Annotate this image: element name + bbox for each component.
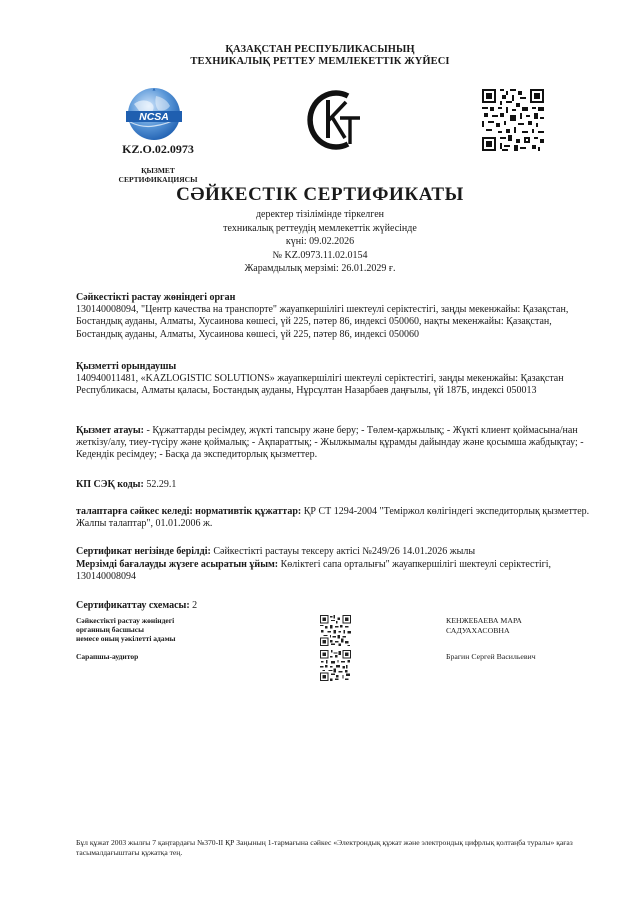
executor-section [76, 361, 592, 398]
basis-text: Сәйкестікті растауы тексеру актісі №249/26 14.01.2026 жылы [210, 546, 476, 557]
service-name-text: - Құжаттарды ресімдеу, жүкті тапсыру және беру; - Төлем-қаржылық; - Жүкті клиент қоймасына/нан жеткізу/алу, тиеу-түсіру және қоймалық; - Ақпараттық; - Жылжымалы құрамды дайындау және қосымша жабдықтау; - Кедендік ресімдеу; - Басқа да экспедиторлық қызметтер. [76, 425, 584, 461]
service-name-label: Қызмет атауы: [76, 425, 145, 436]
kp-code-label: КП СЭҚ коды: [76, 479, 144, 490]
head-name-line2: САДУАХАСОВНА [446, 626, 510, 635]
qr-code-icon [480, 87, 546, 153]
state-system-header [0, 44, 640, 68]
kt-conformity-mark-logo [304, 88, 366, 152]
inspection-label: Мерзімді бағалауды жүзеге асыратын ұйым: [76, 559, 279, 570]
basis-section [76, 546, 592, 558]
ncsa-globe-logo [120, 86, 188, 142]
requirements-text: ҚР СТ 1294-2004 "Теміржол көлігіндегі экспедиторлық қызметтер. Жалпы талаптар", 01.01.2006 ж. [76, 506, 590, 530]
requirements-section [76, 506, 592, 530]
inspection-section [76, 559, 592, 583]
scheme-section [76, 600, 592, 612]
head-label-line2: органның басшысы [76, 625, 144, 635]
head-label-line3: немесе оның уәкілетті адамы [76, 634, 176, 644]
header-line2: ТЕХНИКАЛЫҚ РЕТТЕУ МЕМЛЕКЕТТІК ЖҮЙЕСІ [190, 56, 450, 67]
validity-date: Жарамдылық мерзімі: 26.01.2029 ғ. [244, 263, 396, 274]
auditor-label: Сарапшы-аудитор [76, 652, 139, 661]
scheme-label: Сертификаттау схемасы: [76, 600, 190, 611]
certification-body-text: 130140008094, "Центр качества на транспорте" жауапкершілігі шектеулі серіктестігі, заңды мекенжайы: Қазақстан, Бостандық ауданы, Алматы, Хусаинова көшесі, үй 225, пәтер 86, индексі 050060, нақты мекенжайы: Қазақстан, Бостандық ауданы, Алматы, Хусаинова көшесі, үй 225, пәтер 86, индексі 050060 [76, 304, 569, 340]
requirements-label: талаптарға сәйкес келеді: нормативтік құжаттар: [76, 506, 302, 517]
head-signatory-name [446, 616, 596, 636]
basis-label: Сертификат негізінде берілді: [76, 546, 211, 557]
executor-text: 140940011481, «KAZLOGISTIC SOLUTIONS» жауапкершілігі шектеулі серіктестігі, заңды мекенжайы: Қазақстан Республикасы, Алматы қаласы, Бостандық ауданы, Нұрсұлтан Назарбаев даңғылы, үй 187Б, индексі 050013 [76, 373, 564, 397]
certification-body-section [76, 292, 592, 341]
auditor-signature-qr-icon [320, 650, 351, 681]
legal-footer-note: Бұл құжат 2003 жылғы 7 қаңтардағы №370-II ҚР Заңының 1-тармағына сәйкес «Электрондық құжат және электрондық цифрлық қолтаңба туралы» қағаз тасымалдағыштағы құжатқа тең. [76, 838, 573, 857]
head-name-line1: КЕНЖЕБАЕВА МАРА [446, 616, 522, 625]
auditor-name: Брагин Сергей Васильевич [446, 652, 536, 661]
registry-line: деректер тізілімінде тіркелген [255, 209, 385, 220]
service-label-line1: ҚЫЗМЕТ [141, 166, 175, 175]
service-label-line2: СЕРТИФИКАЦИЯСЫ [118, 175, 198, 184]
certificate-title: СӘЙКЕСТІК СЕРТИФИКАТЫ [176, 184, 464, 205]
issue-date: күні: 09.02.2026 [285, 236, 355, 247]
scheme-value: 2 [189, 600, 198, 611]
kp-code-value: 52.29.1 [143, 479, 177, 490]
head-label-line1: Сәйкестікті растау жөніндегі [76, 616, 175, 625]
certificate-number: № KZ.0973.11.02.0154 [272, 249, 368, 261]
accreditation-number: KZ.O.02.0973 [122, 142, 194, 156]
ncsa-logo-text: NCSA [139, 111, 169, 123]
service-certification-label [106, 166, 210, 184]
header-line1: ҚАЗАҚСТАН РЕСПУБЛИКАСЫНЫҢ [225, 44, 415, 55]
certification-body-heading: Сәйкестікті растау жөніндегі орган [76, 292, 236, 303]
head-signature-qr-icon [320, 615, 351, 646]
kp-code-section [76, 479, 592, 491]
service-name-section [76, 425, 592, 462]
head-signatory-label [76, 616, 276, 644]
registration-info [0, 208, 640, 276]
executor-heading: Қызметті орындаушы [76, 361, 177, 372]
system-line: техникалық реттеудің мемлекеттік жүйесінде [223, 222, 417, 234]
inspection-text: Көліктегі сапа орталығы" жауапкершілігі шектеулі серіктестігі, 130140008094 [76, 559, 551, 583]
